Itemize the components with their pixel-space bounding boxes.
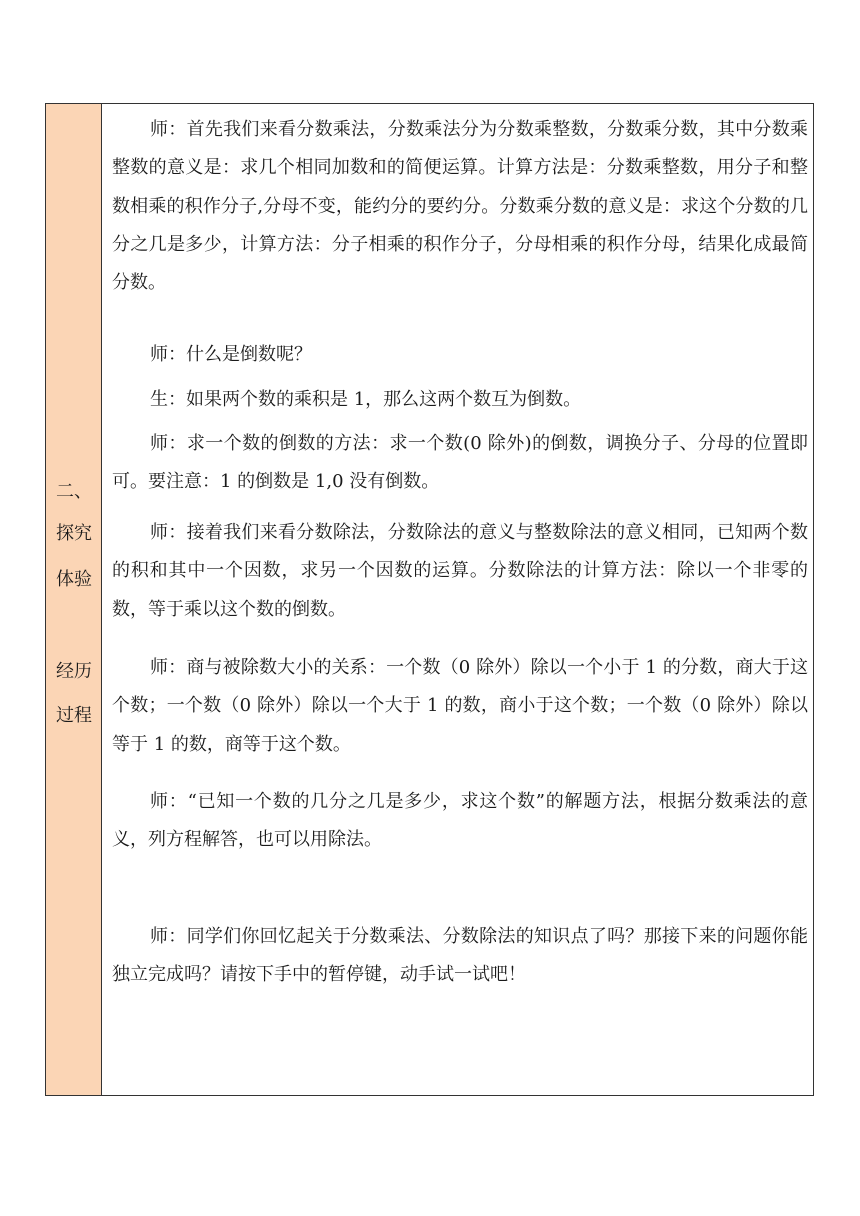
section-label-line: 探究 [56,523,92,544]
lesson-table [45,103,814,1096]
paragraph: 师：同学们你回忆起关于分数乘法、分数除法的知识点了吗？那接下来的问题你能独立完成吗？请按下手中的暂停键，动手试一试吧！ [112,926,808,986]
section-label-line: 体验 [56,569,92,590]
section-label-line: 过程 [56,705,92,726]
paragraph: 师：商与被除数大小的关系：一个数（0 除外）除以一个小于 1 的分数，商大于这个数；一个数（0 除外）除以一个大于 1 的数，商小于这个数；一个数（0 除外）除以等于 1 的数，商等于这个数。 [112,657,808,755]
paragraph: 师：接着我们来看分数除法，分数除法的意义与整数除法的意义相同，已知两个数的积和其中一个因数，求另一个因数的运算。分数除法的计算方法：除以一个非零的数，等于乘以这个数的倒数。 [112,522,808,620]
section-label-cell [46,104,102,1095]
paragraph: 师：求一个数的倒数的方法：求一个数(0 除外)的倒数，调换分子、分母的位置即可。要注意：1 的倒数是 1,0 没有倒数。 [112,433,808,493]
paragraph: 师：“已知一个数的几分之几是多少，求这个数”的解题方法，根据分数乘法的意义，列方程解答，也可以用除法。 [112,791,808,851]
section-label-line: 二、 [56,481,92,502]
paragraph: 师：首先我们来看分数乘法，分数乘法分为分数乘整数，分数乘分数，其中分数乘整数的意义是：求几个相同加数和的简便运算。计算方法是：分数乘整数，用分子和整数相乘的积作分子,分母不变，能约分的要约分。分数乘分数的意义是：求这个分数的几分之几是多少，计算方法：分子相乘的积作分子，分母相乘的积作分母，结果化成最简分数。 [112,119,808,294]
paragraph: 生：如果两个数的乘积是 1，那么这两个数互为倒数。 [150,389,582,410]
paragraph: 师：什么是倒数呢？ [150,344,312,365]
section-label-line: 经历 [56,661,92,682]
content-cell [102,104,813,1095]
